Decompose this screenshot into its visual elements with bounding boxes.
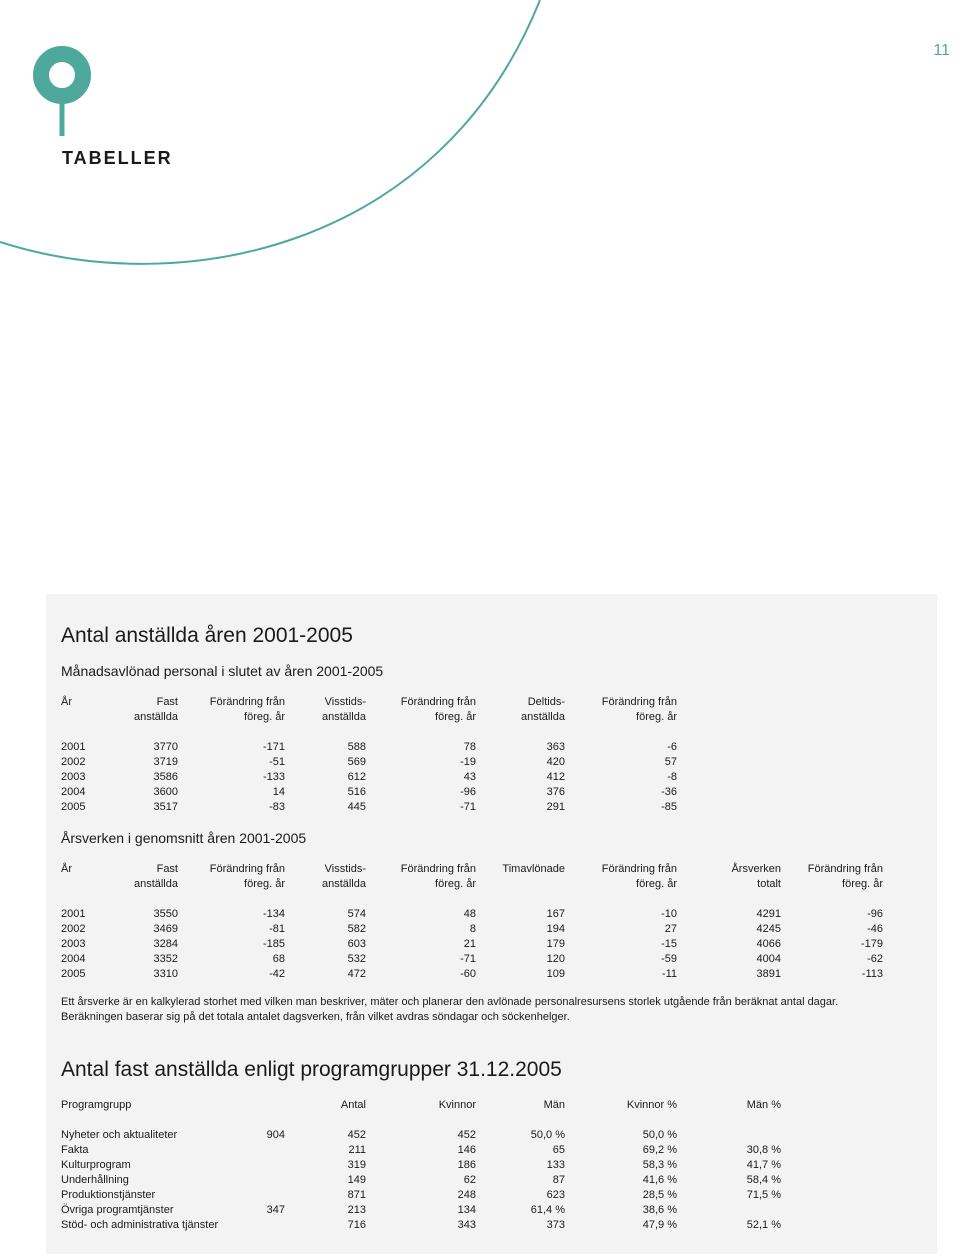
table-cell: 38,6 %	[642, 1204, 677, 1216]
table-cell: 588	[347, 741, 366, 753]
logo-ring-icon	[41, 54, 83, 96]
table-cell: 2001	[61, 908, 86, 920]
table-cell: 347	[266, 1204, 285, 1216]
table-cell: 146	[457, 1144, 476, 1156]
table-cell: 3891	[756, 968, 781, 980]
table-cell: -83	[269, 801, 285, 813]
table-cell: 213	[347, 1204, 366, 1216]
table-cell: 2005	[61, 968, 86, 980]
column-header: Förändring från	[601, 696, 677, 708]
table-cell: Stöd- och administrativa tjänster	[61, 1219, 219, 1231]
table-cell: 68	[272, 953, 285, 965]
table-cell: 904	[266, 1129, 285, 1141]
table-cell: 48	[463, 908, 476, 920]
column-header: Kvinnor %	[626, 1099, 677, 1111]
column-header: Män	[543, 1099, 565, 1111]
table-cell: 211	[348, 1144, 366, 1156]
column-header: föreg. år	[435, 878, 476, 890]
table2-subtitle: Årsverken i genomsnitt åren 2001-2005	[61, 830, 307, 846]
table-cell: -71	[460, 953, 476, 965]
table-cell: 120	[546, 953, 565, 965]
table-cell: 58,3 %	[642, 1159, 677, 1171]
column-header: Programgrupp	[61, 1099, 132, 1111]
column-header: Förändring från	[209, 863, 285, 875]
table-cell: -96	[460, 786, 476, 798]
table-cell: 2004	[61, 953, 86, 965]
table-cell: 8	[469, 923, 476, 935]
table-cell: 4245	[756, 923, 781, 935]
table-cell: -36	[661, 786, 677, 798]
table-cell: 2005	[61, 801, 86, 813]
table-cell: 3719	[153, 756, 178, 768]
table-cell: 612	[347, 771, 366, 783]
table-cell: 61,4 %	[530, 1204, 565, 1216]
table-cell: 87	[552, 1174, 565, 1186]
table-cell: 186	[457, 1159, 476, 1171]
table-cell: 30,8 %	[746, 1144, 781, 1156]
column-header: År	[61, 863, 72, 875]
section-title: TABELLER	[62, 148, 173, 168]
column-header: Förändring från	[400, 863, 476, 875]
table-cell: -185	[262, 938, 285, 950]
column-header: Kvinnor	[438, 1099, 476, 1111]
table-cell: -71	[460, 801, 476, 813]
table-cell: Kulturprogram	[61, 1159, 131, 1171]
table-cell: 569	[347, 756, 366, 768]
table-cell: -62	[867, 953, 883, 965]
table-cell: -171	[262, 741, 285, 753]
table-cell: 149	[347, 1174, 366, 1186]
table-cell: Fakta	[61, 1144, 89, 1156]
table-cell: 532	[347, 953, 366, 965]
table-cell: 78	[463, 741, 476, 753]
table-cell: -81	[269, 923, 285, 935]
table-cell: Nyheter och aktualiteter	[61, 1129, 178, 1141]
table-cell: 134	[457, 1204, 476, 1216]
table-cell: 62	[463, 1174, 476, 1186]
table-cell: -15	[661, 938, 677, 950]
table1-subtitle: Månadsavlönad personal i slutet av åren 2001-2005	[61, 663, 384, 679]
table-cell: 574	[347, 908, 366, 920]
table-cell: 2003	[61, 771, 86, 783]
column-header: föreg. år	[842, 878, 883, 890]
note-line-1: Ett årsverke är en kalkylerad storhet med vilken man beskriver, mäter och planerar den avlönade personalresursens storlek utgående från beräknat antal dagar.	[61, 996, 839, 1008]
column-header: föreg. år	[435, 711, 476, 723]
table-cell: 52,1 %	[746, 1219, 781, 1231]
column-header: anställda	[133, 878, 178, 890]
table-cell: 248	[457, 1189, 476, 1201]
table-cell: 167	[546, 908, 565, 920]
table-cell: 58,4 %	[746, 1174, 781, 1186]
table-cell: -96	[867, 908, 883, 920]
table-cell: 582	[347, 923, 366, 935]
table-cell: 21	[463, 938, 476, 950]
table-cell: 65	[552, 1144, 565, 1156]
table-cell: 3770	[153, 741, 178, 753]
table-cell: -10	[661, 908, 677, 920]
table-cell: 194	[546, 923, 565, 935]
table-cell: 4004	[756, 953, 781, 965]
decorative-arc	[0, 0, 540, 264]
column-header: föreg. år	[244, 878, 285, 890]
table-cell: -113	[861, 968, 883, 980]
table-cell: 2004	[61, 786, 86, 798]
column-header: anställda	[520, 711, 565, 723]
table-cell: 179	[546, 938, 565, 950]
table-cell: 3600	[153, 786, 178, 798]
table-cell: 363	[546, 741, 565, 753]
table-cell: -51	[269, 756, 285, 768]
table-cell: -11	[661, 968, 677, 980]
tables-panel	[46, 594, 937, 1254]
table-cell: 41,6 %	[642, 1174, 677, 1186]
table-cell: 43	[463, 771, 476, 783]
table-cell: 50,0 %	[642, 1129, 677, 1141]
table-cell: 291	[546, 801, 565, 813]
table-cell: 2003	[61, 938, 86, 950]
table-cell: -134	[262, 908, 285, 920]
table-cell: -60	[460, 968, 476, 980]
table-cell: 472	[347, 968, 366, 980]
column-header: föreg. år	[244, 711, 285, 723]
table-cell: 343	[457, 1219, 476, 1231]
table-cell: 319	[347, 1159, 366, 1171]
column-header: Förändring från	[807, 863, 883, 875]
table-cell: Produktionstjänster	[61, 1189, 156, 1201]
table-cell: 41,7 %	[746, 1159, 781, 1171]
table-cell: 516	[347, 786, 366, 798]
table-cell: 2002	[61, 756, 86, 768]
column-header: Förändring från	[400, 696, 476, 708]
table-cell: 3469	[153, 923, 178, 935]
table-cell: 452	[457, 1129, 476, 1141]
table-cell: 14	[272, 786, 285, 798]
column-header: År	[61, 696, 72, 708]
column-header: Timavlönade	[502, 863, 565, 875]
page-number: 11	[933, 42, 950, 59]
column-header: Fast	[156, 696, 178, 708]
table-cell: -59	[661, 953, 677, 965]
table-cell: 133	[546, 1159, 565, 1171]
column-header: Män %	[746, 1099, 781, 1111]
column-header: Visstids-	[324, 696, 366, 708]
table-cell: 3586	[153, 771, 178, 783]
table-cell: 4291	[756, 908, 781, 920]
table-cell: 47,9 %	[642, 1219, 677, 1231]
column-header: föreg. år	[636, 878, 677, 890]
column-header: föreg. år	[636, 711, 677, 723]
table-cell: -42	[269, 968, 285, 980]
table-cell: -6	[667, 741, 677, 753]
table-cell: 28,5 %	[642, 1189, 677, 1201]
table-cell: -46	[867, 923, 883, 935]
table-cell: 871	[347, 1189, 366, 1201]
table-cell: 3550	[153, 908, 178, 920]
table-cell: 3517	[153, 801, 178, 813]
column-header: anställda	[321, 711, 366, 723]
table-cell: 109	[546, 968, 565, 980]
table-cell: 445	[347, 801, 366, 813]
table-cell: 3310	[153, 968, 178, 980]
table-cell: 623	[546, 1189, 565, 1201]
table-cell: -8	[667, 771, 677, 783]
note-line-2: Beräkningen baserar sig på det totala antalet dagsverken, från vilket avdras söndagar och söckenhelger.	[61, 1011, 570, 1023]
column-header: anställda	[133, 711, 178, 723]
column-header: anställda	[321, 878, 366, 890]
column-header: Deltids-	[527, 696, 565, 708]
table-cell: 71,5 %	[746, 1189, 781, 1201]
table-cell: -19	[460, 756, 476, 768]
table-cell: 4066	[756, 938, 781, 950]
table-cell: 373	[546, 1219, 565, 1231]
table-cell: 420	[546, 756, 565, 768]
table-cell: 2001	[61, 741, 86, 753]
column-header: Fast	[156, 863, 178, 875]
table-cell: 716	[347, 1219, 366, 1231]
table-cell: 57	[664, 756, 677, 768]
column-header: Förändring från	[209, 696, 285, 708]
column-header: Årsverken	[731, 863, 781, 875]
table3-title: Antal fast anställda enligt programgrupper 31.12.2005	[61, 1058, 562, 1081]
column-header: Antal	[340, 1099, 366, 1111]
table-cell: -179	[860, 938, 883, 950]
table-cell: 376	[546, 786, 565, 798]
table-cell: 69,2 %	[642, 1144, 677, 1156]
table-cell: 50,0 %	[530, 1129, 565, 1141]
table1-title: Antal anställda åren 2001-2005	[61, 624, 353, 647]
table-cell: 3284	[153, 938, 178, 950]
table-cell: 3352	[153, 953, 178, 965]
table-cell: -133	[262, 771, 285, 783]
table-cell: 2002	[61, 923, 86, 935]
table-cell: Underhållning	[61, 1174, 129, 1186]
column-header: Visstids-	[324, 863, 366, 875]
column-header: Förändring från	[601, 863, 677, 875]
table-cell: Övriga programtjänster	[61, 1204, 174, 1216]
table-cell: 27	[664, 923, 677, 935]
table-cell: -85	[661, 801, 677, 813]
table-cell: 412	[546, 771, 565, 783]
table-cell: 603	[347, 938, 366, 950]
table-cell: 452	[347, 1129, 366, 1141]
column-header: totalt	[757, 878, 781, 890]
